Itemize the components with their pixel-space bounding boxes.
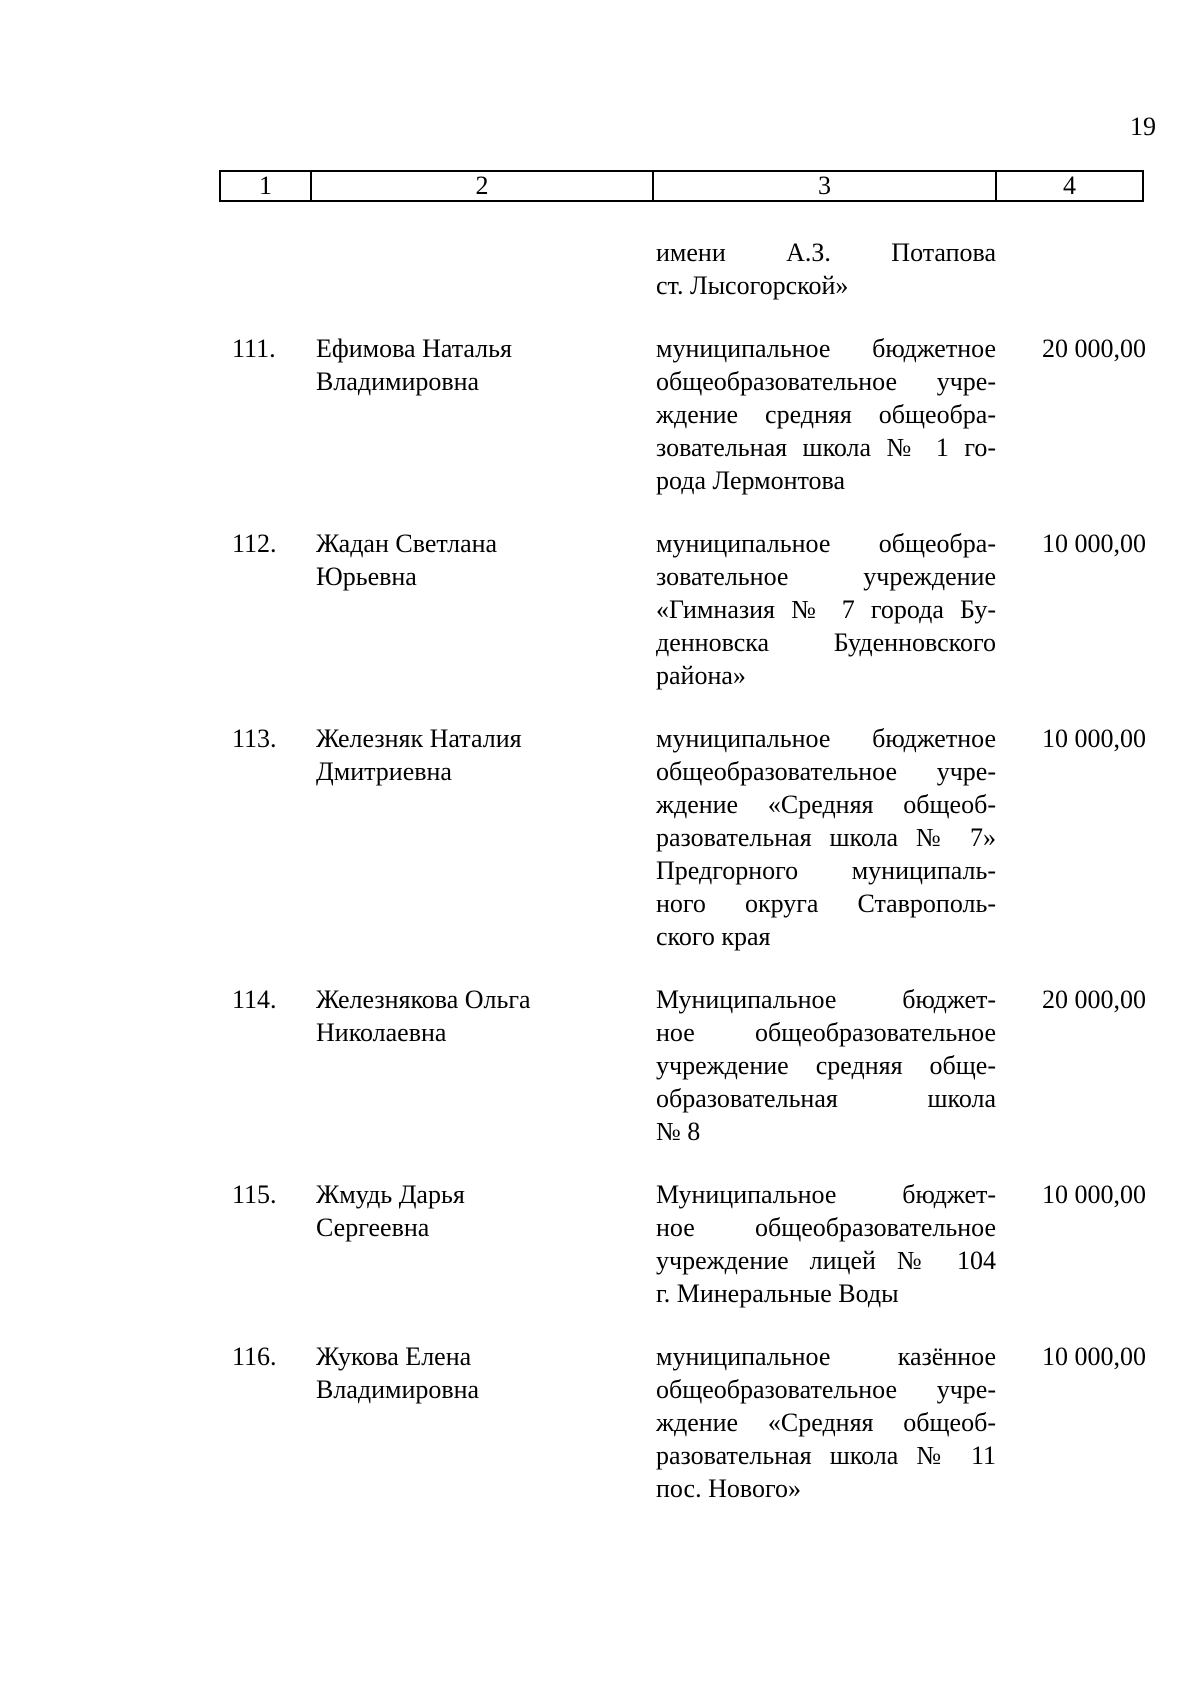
award-amount: 20 000,00 bbox=[1042, 334, 1146, 363]
column-header-2: 2 bbox=[312, 172, 654, 200]
row-number: 113. bbox=[232, 724, 277, 753]
organization-line: рода Лермонтова bbox=[656, 466, 845, 495]
organization bbox=[656, 722, 996, 953]
column-header-3: 3 bbox=[654, 172, 997, 200]
organization bbox=[656, 1178, 996, 1310]
page-number: 19 bbox=[1130, 112, 1156, 141]
award-amount: 20 000,00 bbox=[1042, 985, 1146, 1014]
row-number: 111. bbox=[232, 334, 276, 363]
organization-line: ждение «Средняя общеоб- bbox=[656, 1408, 996, 1437]
table-row bbox=[0, 983, 1200, 1148]
organization bbox=[656, 236, 996, 302]
organization-line: разовательная школа № 7» bbox=[656, 823, 996, 852]
award-amount bbox=[1026, 236, 1146, 302]
organization-line: учреждение лицей № 104 bbox=[656, 1246, 996, 1275]
organization-line: пос. Нового» bbox=[656, 1474, 801, 1503]
organization-line: имени А.З. Потапова bbox=[656, 238, 996, 267]
organization bbox=[656, 527, 996, 692]
table-row bbox=[0, 527, 1200, 692]
person-name-line: Жадан Светлана bbox=[316, 529, 498, 558]
organization-line: Муниципальное бюджет- bbox=[656, 985, 996, 1014]
organization-line: зовательное учреждение bbox=[656, 562, 996, 591]
organization bbox=[656, 983, 996, 1148]
person-name-line: Ефимова Наталья bbox=[316, 334, 512, 363]
organization-line: ждение средняя общеобра- bbox=[656, 400, 996, 429]
organization-line: образовательная школа bbox=[656, 1084, 996, 1113]
organization bbox=[656, 332, 996, 497]
person-name-line: Дмитриевна bbox=[316, 757, 452, 786]
person-name-line: Владимировна bbox=[316, 367, 480, 396]
organization-line: общеобразовательное учре- bbox=[656, 757, 996, 786]
person-name-line: Юрьевна bbox=[316, 562, 417, 591]
person-name-line: Железняк Наталия bbox=[316, 724, 522, 753]
organization-line: общеобразовательное учре- bbox=[656, 1375, 996, 1404]
organization-line: муниципальное казённое bbox=[656, 1342, 996, 1371]
person-name-line: Владимировна bbox=[316, 1375, 480, 1404]
table-row bbox=[0, 1178, 1200, 1310]
organization-line: Предгорного муниципаль- bbox=[656, 856, 996, 885]
organization-line: муниципальное бюджетное bbox=[656, 334, 996, 363]
organization-line: района» bbox=[656, 661, 746, 690]
award-amount: 10 000,00 bbox=[1042, 724, 1146, 753]
organization-line: ного округа Ставрополь- bbox=[656, 889, 996, 918]
table-row bbox=[0, 236, 1200, 302]
person-name bbox=[316, 983, 656, 1148]
row-number bbox=[232, 236, 296, 302]
organization-line: ное общеобразовательное bbox=[656, 1213, 996, 1242]
organization-line: ждение «Средняя общеоб- bbox=[656, 790, 996, 819]
person-name bbox=[316, 1178, 656, 1310]
organization-line: ского края bbox=[656, 922, 771, 951]
organization-line: ное общеобразовательное bbox=[656, 1018, 996, 1047]
organization bbox=[656, 1340, 996, 1505]
row-number: 115. bbox=[232, 1180, 277, 1209]
column-header-row bbox=[219, 170, 1144, 202]
organization-line: «Гимназия № 7 города Бу- bbox=[656, 595, 996, 624]
organization-line: денновска Буденновского bbox=[656, 628, 996, 657]
row-number: 114. bbox=[232, 985, 277, 1014]
person-name bbox=[316, 527, 656, 692]
person-name-line: Жмудь Дарья bbox=[316, 1180, 465, 1209]
award-amount: 10 000,00 bbox=[1042, 529, 1146, 558]
organization-line: г. Минеральные Воды bbox=[656, 1279, 899, 1308]
person-name-line: Жукова Елена bbox=[316, 1342, 472, 1371]
person-name-line: Железнякова Ольга bbox=[316, 985, 531, 1014]
organization-line: разовательная школа № 11 bbox=[656, 1441, 996, 1470]
row-number: 116. bbox=[232, 1342, 277, 1371]
organization-line: № 8 bbox=[656, 1117, 701, 1146]
organization-line: зовательная школа № 1 го- bbox=[656, 433, 996, 462]
award-amount: 10 000,00 bbox=[1042, 1180, 1146, 1209]
column-header-4: 4 bbox=[1063, 171, 1076, 200]
award-amount: 10 000,00 bbox=[1042, 1342, 1146, 1371]
award-list bbox=[0, 236, 1200, 1505]
person-name bbox=[316, 1340, 656, 1505]
table-row bbox=[0, 722, 1200, 953]
person-name-line: Николаевна bbox=[316, 1018, 447, 1047]
row-number: 112. bbox=[232, 529, 277, 558]
organization-line: учреждение средняя обще- bbox=[656, 1051, 996, 1080]
organization-line: Муниципальное бюджет- bbox=[656, 1180, 996, 1209]
person-name bbox=[316, 332, 656, 497]
table-row bbox=[0, 1340, 1200, 1505]
table-row bbox=[0, 332, 1200, 497]
organization-line: общеобразовательное учре- bbox=[656, 367, 996, 396]
person-name-line: Сергеевна bbox=[316, 1213, 430, 1242]
person-name bbox=[316, 236, 656, 302]
person-name bbox=[316, 722, 656, 953]
organization-line: муниципальное бюджетное bbox=[656, 724, 996, 753]
organization-line: муниципальное общеобра- bbox=[656, 529, 996, 558]
organization-line: ст. Лысогорской» bbox=[656, 271, 849, 300]
column-header-1: 1 bbox=[221, 172, 312, 200]
